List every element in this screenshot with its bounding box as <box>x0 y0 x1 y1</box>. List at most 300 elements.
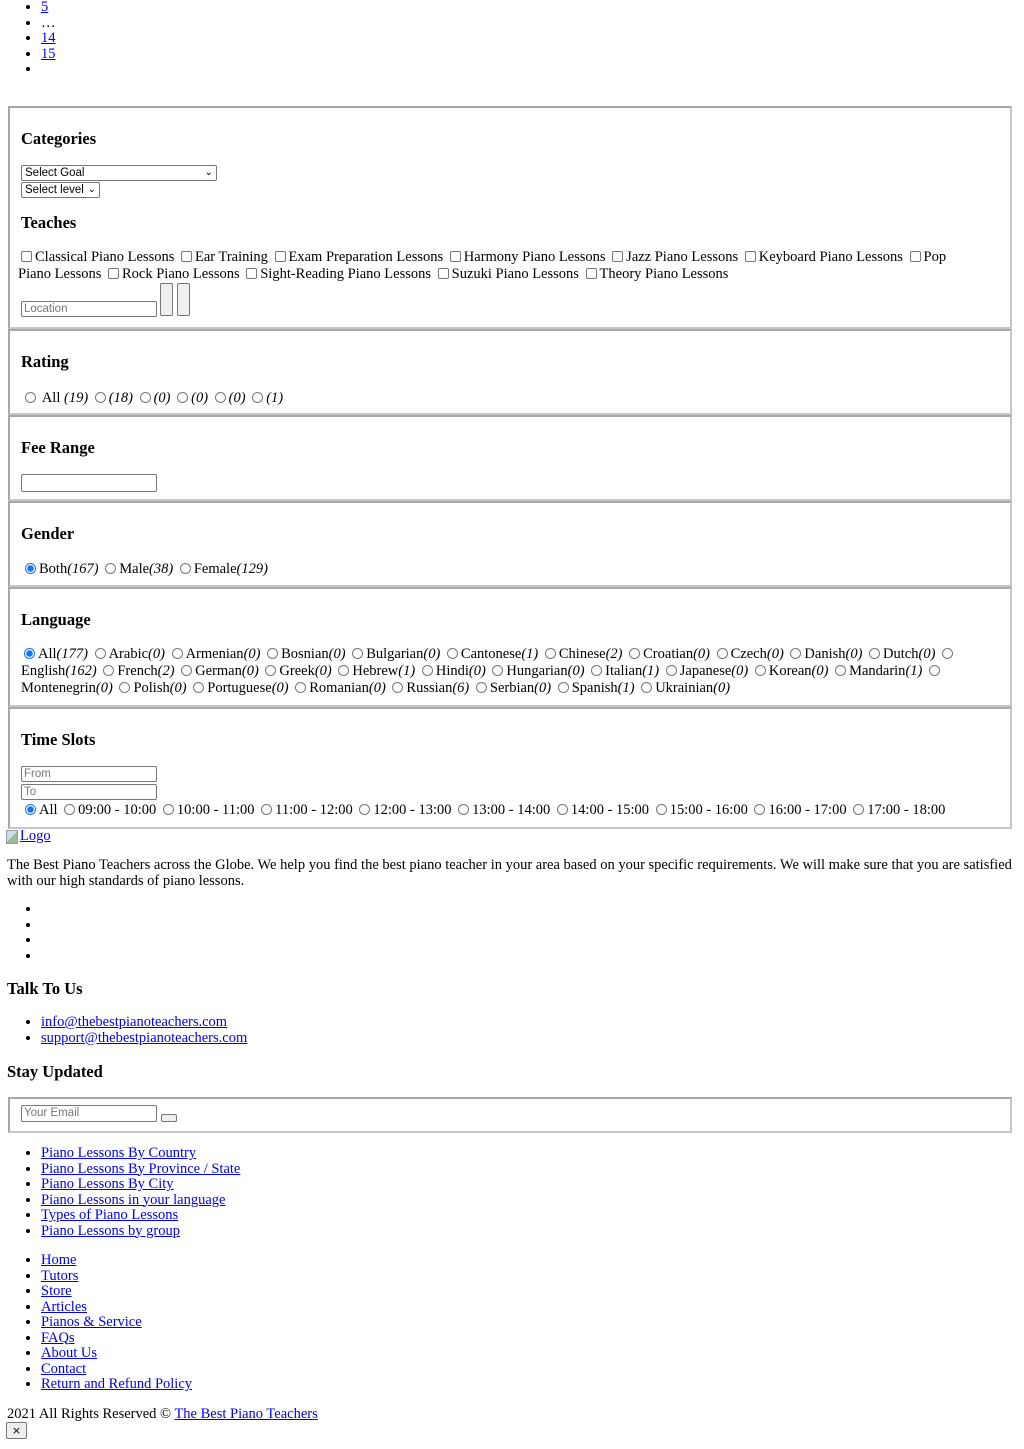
teaches-option-jazz-piano-lessons[interactable] <box>609 249 738 265</box>
option-label: Russian <box>406 680 453 696</box>
checkbox[interactable] <box>438 268 449 279</box>
option-label: Armenian <box>185 646 244 662</box>
option-count: (162) <box>65 663 97 679</box>
option-label: Arabic <box>108 646 149 662</box>
contact-emails <box>0 1015 247 1046</box>
option-count: (18) <box>108 390 133 406</box>
copyright <box>7 1406 318 1423</box>
talk-to-us-title: Talk To Us <box>7 979 83 998</box>
page-link-5[interactable]: 5 <box>41 0 49 15</box>
option-count: (0) <box>423 646 441 662</box>
option-count: (0) <box>468 663 486 679</box>
stay-updated-title: Stay Updated <box>7 1062 103 1081</box>
page-item-next[interactable] <box>41 62 56 78</box>
radio-button[interactable] <box>103 665 114 676</box>
time-slot-options <box>22 802 945 819</box>
lessons-link-piano-lessons-by-country[interactable]: Piano Lessons By Country <box>41 1145 197 1161</box>
radio-button[interactable] <box>869 648 880 659</box>
option-label: Hebrew <box>352 663 399 679</box>
lessons-item[interactable] <box>41 1208 240 1224</box>
pagination <box>0 0 56 78</box>
option-label: Danish <box>804 646 846 662</box>
nav-link-home[interactable]: Home <box>41 1252 77 1268</box>
radio-button[interactable] <box>754 804 765 815</box>
option-count: (2) <box>157 663 175 679</box>
checkbox[interactable] <box>745 251 756 262</box>
radio-button[interactable] <box>25 563 36 574</box>
option-count: (177) <box>56 646 88 662</box>
option-label: All <box>41 390 61 406</box>
language-option-korean[interactable] <box>752 663 829 679</box>
logo-alt-text: Logo <box>20 828 51 844</box>
language-option-hungarian[interactable] <box>489 663 584 679</box>
option-label: German <box>195 663 242 679</box>
nav-link-faqs[interactable]: FAQs <box>41 1329 75 1346</box>
slot-option-12-00-13-00[interactable] <box>356 802 451 818</box>
option-label: Male <box>119 561 150 577</box>
checkbox[interactable] <box>586 268 597 279</box>
option-label: 10:00 - 11:00 <box>176 802 255 818</box>
option-count: (1) <box>266 390 284 406</box>
radio-button[interactable] <box>558 682 569 693</box>
email-link-support-thebestpianoteachers-com[interactable]: support@thebestpianoteachers.com <box>41 1029 248 1046</box>
option-label: 11:00 - 12:00 <box>275 802 353 818</box>
option-count: (0) <box>241 663 259 679</box>
checkbox[interactable] <box>275 251 286 262</box>
option-label: 09:00 - 10:00 <box>78 802 157 818</box>
logo-link[interactable] <box>6 828 51 845</box>
lessons-item[interactable] <box>41 1146 240 1162</box>
time-from-input[interactable]: From <box>21 766 157 782</box>
option-label: Japanese <box>679 663 732 679</box>
option-count: (167) <box>67 561 99 577</box>
language-option-danish[interactable] <box>787 646 862 662</box>
radio-button[interactable] <box>180 563 191 574</box>
radio-button[interactable] <box>545 648 556 659</box>
nav-item[interactable] <box>41 1346 192 1362</box>
teaches-title: Teaches <box>21 213 77 232</box>
level-select-value: Select level <box>25 184 84 196</box>
nav-item[interactable] <box>41 1284 192 1300</box>
checkbox[interactable] <box>910 251 921 262</box>
option-count: (0) <box>567 663 585 679</box>
option-label: 17:00 - 18:00 <box>867 802 946 818</box>
teaches-option-label: Suzuki Piano Lessons <box>451 266 579 282</box>
radio-button[interactable] <box>64 804 75 815</box>
categories-panel <box>8 106 1012 329</box>
option-count: (0) <box>169 680 187 696</box>
option-count: (0) <box>228 390 246 406</box>
language-option-polish[interactable] <box>116 680 186 696</box>
radio-button[interactable] <box>392 682 403 693</box>
nav-item[interactable] <box>41 1253 192 1269</box>
radio-button[interactable] <box>717 648 728 659</box>
checkbox[interactable] <box>450 251 461 262</box>
option-label: All <box>38 646 57 662</box>
radio-button[interactable] <box>458 804 469 815</box>
social-links <box>0 902 41 964</box>
option-count: (0) <box>713 680 731 696</box>
teaches-option-keyboard-piano-lessons[interactable] <box>742 249 903 265</box>
radio-button[interactable] <box>853 804 864 815</box>
slot-option-09-00-10-00[interactable] <box>61 802 156 818</box>
radio-button[interactable] <box>95 392 106 403</box>
nav-link-articles[interactable]: Articles <box>41 1298 87 1315</box>
radio-button[interactable] <box>755 665 766 676</box>
radio-button[interactable] <box>140 392 151 403</box>
option-label: Mandarin <box>849 663 906 679</box>
language-option-dutch[interactable] <box>866 646 935 662</box>
option-label: Korean <box>768 663 812 679</box>
language-option-japanese[interactable] <box>663 663 748 679</box>
teaches-option-exam-preparation-lessons[interactable] <box>272 249 444 265</box>
option-label: 15:00 - 16:00 <box>669 802 748 818</box>
gender-option-both[interactable] <box>22 561 99 577</box>
option-label: Chinese <box>558 646 606 662</box>
radio-button[interactable] <box>656 804 667 815</box>
language-option-mandarin[interactable] <box>832 663 922 679</box>
slot-option-14-00-15-00[interactable] <box>554 802 649 818</box>
nav-link-contact[interactable]: Contact <box>41 1360 87 1377</box>
option-label: Bosnian <box>281 646 329 662</box>
radio-button[interactable] <box>119 682 130 693</box>
option-count: (0) <box>153 390 171 406</box>
teaches-option-suzuki-piano-lessons[interactable] <box>435 266 579 282</box>
subscribe-button[interactable] <box>161 1114 177 1122</box>
radio-button[interactable] <box>338 665 349 676</box>
radio-button[interactable] <box>25 804 36 815</box>
slot-option-16-00-17-00[interactable] <box>751 802 846 818</box>
newsletter-email-input[interactable]: Your Email <box>21 1105 157 1122</box>
radio-button[interactable] <box>25 392 36 403</box>
page-ellipsis: • … <box>41 16 56 32</box>
gender-options <box>22 561 268 578</box>
option-count: (0) <box>243 646 261 662</box>
goal-select[interactable] <box>21 165 217 181</box>
nav-link-store[interactable]: Store <box>41 1283 72 1299</box>
teaches-option-label: Sight-Reading Piano Lessons <box>260 266 432 282</box>
lessons-item[interactable] <box>41 1162 240 1178</box>
lessons-item[interactable] <box>41 1193 240 1209</box>
language-option-romanian[interactable] <box>292 680 386 696</box>
teaches-option-theory-piano-lessons[interactable] <box>583 266 729 282</box>
locate-button[interactable] <box>160 283 173 316</box>
gender-title: Gender <box>21 524 75 543</box>
option-label: Italian <box>605 663 643 679</box>
fee-range-input[interactable] <box>21 474 157 492</box>
teaches-option-label: Classical Piano Lessons <box>35 249 175 265</box>
teaches-option-label: Rock Piano Lessons <box>122 266 240 282</box>
rating-option-stars-5[interactable] <box>249 390 283 406</box>
fee-range-panel <box>8 415 1012 501</box>
option-count: (1) <box>521 646 539 662</box>
language-option-all[interactable] <box>21 646 88 662</box>
option-label: Female <box>193 561 237 577</box>
time-slots-title: Time Slots <box>21 730 96 749</box>
gender-panel <box>8 501 1012 587</box>
slot-option-13-00-14-00[interactable] <box>455 802 550 818</box>
checkbox[interactable] <box>21 251 32 262</box>
radio-button[interactable] <box>476 682 487 693</box>
radio-button[interactable] <box>352 648 363 659</box>
option-label: Hindi <box>435 663 469 679</box>
option-label: Romanian <box>309 680 369 696</box>
language-option-croatian[interactable] <box>626 646 710 662</box>
radio-button[interactable] <box>265 665 276 676</box>
page-item[interactable] <box>41 0 56 16</box>
language-option-bosnian[interactable] <box>264 646 345 662</box>
radio-button[interactable] <box>172 648 183 659</box>
lessons-item[interactable] <box>41 1177 240 1193</box>
radio-button[interactable] <box>929 665 940 676</box>
categories-title: Categories <box>21 129 97 148</box>
rating-option-stars-2[interactable] <box>137 390 171 406</box>
slot-option-all[interactable] <box>22 802 58 818</box>
nav-item[interactable] <box>41 1269 192 1285</box>
teaches-option-label: Jazz Piano Lessons <box>626 249 739 265</box>
option-count: (0) <box>731 663 749 679</box>
teaches-option-label: Ear Training <box>194 249 268 265</box>
location-input[interactable]: Location <box>21 301 157 317</box>
email-item[interactable] <box>41 1031 247 1047</box>
radio-button[interactable] <box>193 682 204 693</box>
copyright-link[interactable]: The Best Piano Teachers <box>174 1406 318 1422</box>
time-to-input[interactable]: To <box>21 784 157 800</box>
option-label: Montenegrin <box>21 680 96 696</box>
teaches-option-label: Exam Preparation Lessons <box>288 249 444 265</box>
language-option-serbian[interactable] <box>473 680 551 696</box>
option-count: (0) <box>368 680 386 696</box>
option-label: All <box>39 802 58 818</box>
close-button[interactable] <box>6 1422 27 1439</box>
language-option-ukrainian[interactable] <box>638 680 730 696</box>
option-label: 12:00 - 13:00 <box>373 802 452 818</box>
language-option-hindi[interactable] <box>419 663 486 679</box>
teaches-options <box>18 249 980 283</box>
option-count: (38) <box>149 561 174 577</box>
language-option-portuguese[interactable] <box>190 680 288 696</box>
nav-link-tutors[interactable]: Tutors <box>41 1267 79 1284</box>
language-option-italian[interactable] <box>588 663 659 679</box>
option-count: (1) <box>398 663 416 679</box>
language-option-french[interactable] <box>100 663 174 679</box>
language-option-spanish[interactable] <box>555 680 635 696</box>
option-count: (0) <box>766 646 784 662</box>
option-count: (1) <box>905 663 923 679</box>
teaches-option-label: Pop Piano Lessons <box>18 249 947 282</box>
radio-button[interactable] <box>181 665 192 676</box>
time-slots-panel <box>8 707 1012 829</box>
option-label: Dutch <box>883 646 919 662</box>
radio-button[interactable] <box>215 392 226 403</box>
email-item[interactable] <box>41 1015 247 1031</box>
radio-button[interactable] <box>177 392 188 403</box>
radio-button[interactable] <box>790 648 801 659</box>
radio-button[interactable] <box>105 563 116 574</box>
option-count: (1) <box>617 680 635 696</box>
lesson-links <box>0 1146 240 1239</box>
rating-option-stars-4[interactable] <box>212 390 246 406</box>
option-label: Portuguese <box>207 680 272 696</box>
rating-option-all[interactable] <box>22 390 88 406</box>
nav-item[interactable] <box>41 1331 192 1347</box>
copyright-text: 2021 All Rights Reserved © <box>7 1406 172 1422</box>
radio-button[interactable] <box>295 682 306 693</box>
language-option-greek[interactable] <box>262 663 331 679</box>
option-label: French <box>117 663 158 679</box>
option-count: (0) <box>95 680 113 696</box>
gender-option-female[interactable] <box>177 561 268 577</box>
radio-button[interactable] <box>492 665 503 676</box>
rating-option-stars-3[interactable] <box>174 390 208 406</box>
radio-button[interactable] <box>629 648 640 659</box>
option-count: (0) <box>918 646 936 662</box>
close-icon: × <box>11 1424 22 1437</box>
option-count: (0) <box>534 680 552 696</box>
nav-link-return-and-refund-policy[interactable]: Return and Refund Policy <box>41 1376 193 1392</box>
option-label: Greek <box>279 663 315 679</box>
option-label: 14:00 - 15:00 <box>570 802 650 818</box>
option-count: (0) <box>314 663 332 679</box>
radio-button[interactable] <box>95 648 106 659</box>
option-label: 13:00 - 14:00 <box>472 802 551 818</box>
language-option-german[interactable] <box>178 663 259 679</box>
lessons-link-piano-lessons-by-group[interactable]: Piano Lessons by group <box>41 1222 180 1239</box>
teaches-option-label: Theory Piano Lessons <box>599 266 729 282</box>
newsletter-form <box>8 1097 1012 1133</box>
radio-button[interactable] <box>942 648 953 659</box>
option-label: Bulgarian <box>366 646 424 662</box>
option-count: (0) <box>271 680 289 696</box>
chevron-down-icon: ⌄ <box>87 184 96 195</box>
radio-button[interactable] <box>359 804 370 815</box>
teaches-option-ear-training[interactable] <box>178 249 268 265</box>
radio-button[interactable] <box>163 804 174 815</box>
teaches-option-label: Keyboard Piano Lessons <box>758 249 903 265</box>
checkbox[interactable] <box>108 268 119 279</box>
clear-location-button[interactable] <box>177 283 190 316</box>
language-option-cantonese[interactable] <box>444 646 538 662</box>
teaches-option-harmony-piano-lessons[interactable] <box>447 249 606 265</box>
option-label: Hungarian <box>506 663 568 679</box>
footer-nav <box>0 1253 192 1393</box>
option-label: Czech <box>730 646 767 662</box>
radio-button[interactable] <box>261 804 272 815</box>
teaches-option-rock-piano-lessons[interactable] <box>105 266 240 282</box>
radio-button[interactable] <box>641 682 652 693</box>
page-link-15[interactable]: 15 <box>41 45 56 62</box>
page-link-14[interactable]: 14 <box>41 30 56 46</box>
checkbox[interactable] <box>612 251 623 262</box>
teaches-option-sight-reading-piano-lessons[interactable] <box>243 266 431 282</box>
option-count: (0) <box>811 663 829 679</box>
option-label: Both <box>39 561 68 577</box>
slot-option-10-00-11-00[interactable] <box>160 802 255 818</box>
slot-option-15-00-16-00[interactable] <box>653 802 748 818</box>
radio-button[interactable] <box>24 648 35 659</box>
nav-item[interactable] <box>41 1300 192 1316</box>
footer-tagline: The Best Piano Teachers across the Globe. We help you find the best piano teacher in your area based on your specific requirements. We will make sure that you are satisfied with our high standards of piano lessons. <box>7 857 1012 889</box>
option-label: Polish <box>133 680 170 696</box>
chevron-down-icon: ⌄ <box>204 167 213 178</box>
email-link-info-thebestpianoteachers-com[interactable]: info@thebestpianoteachers.com <box>41 1014 228 1030</box>
option-label: Spanish <box>571 680 618 696</box>
language-title: Language <box>21 610 91 629</box>
option-count: (0) <box>845 646 863 662</box>
option-count: (0) <box>148 646 165 662</box>
radio-button[interactable] <box>666 665 677 676</box>
checkbox[interactable] <box>246 268 257 279</box>
page-item[interactable] <box>41 47 56 63</box>
language-option-bulgarian[interactable] <box>349 646 440 662</box>
radio-button[interactable] <box>252 392 263 403</box>
option-label: Serbian <box>489 680 535 696</box>
radio-button[interactable] <box>422 665 433 676</box>
rating-panel <box>8 329 1012 415</box>
option-count: (0) <box>328 646 346 662</box>
teaches-option-label: Harmony Piano Lessons <box>463 249 606 265</box>
level-select[interactable] <box>21 182 100 198</box>
option-count: (6) <box>452 680 470 696</box>
nav-item[interactable] <box>41 1362 192 1378</box>
radio-button[interactable] <box>447 648 458 659</box>
option-label: Cantonese <box>460 646 522 662</box>
nav-item[interactable] <box>41 1315 192 1331</box>
option-label: English <box>21 663 66 679</box>
option-count: (19) <box>63 390 89 406</box>
nav-link-pianos-service[interactable]: Pianos & Service <box>41 1314 142 1330</box>
nav-item[interactable] <box>41 1377 192 1393</box>
language-panel <box>8 587 1012 707</box>
option-count: (1) <box>642 663 660 679</box>
broken-image-icon <box>6 830 18 844</box>
rating-option-stars-1[interactable] <box>92 390 133 406</box>
option-label: Ukrainian <box>655 680 714 696</box>
slot-option-11-00-12-00[interactable] <box>258 802 353 818</box>
option-count: (129) <box>236 561 268 577</box>
language-option-armenian[interactable] <box>169 646 261 662</box>
gender-option-male[interactable] <box>102 561 173 577</box>
language-options <box>21 646 982 697</box>
option-count: (0) <box>191 390 209 406</box>
slot-option-17-00-18-00[interactable] <box>850 802 945 818</box>
lessons-link-types-of-piano-lessons[interactable]: Types of Piano Lessons <box>41 1207 179 1223</box>
lessons-link-piano-lessons-by-province-state[interactable]: Piano Lessons By Province / State <box>41 1160 241 1177</box>
language-option-arabic[interactable] <box>92 646 165 662</box>
option-count: (0) <box>693 646 710 662</box>
radio-button[interactable] <box>591 665 602 676</box>
language-option-czech[interactable] <box>714 646 784 662</box>
goal-select-value: Select Goal <box>25 167 85 179</box>
lessons-link-piano-lessons-by-city[interactable]: Piano Lessons By City <box>41 1176 174 1192</box>
page-item[interactable] <box>41 31 56 47</box>
language-option-hebrew[interactable] <box>335 663 415 679</box>
nav-link-about-us[interactable]: About Us <box>41 1345 97 1361</box>
lessons-item[interactable] <box>41 1224 240 1240</box>
option-label: Croatian <box>643 646 694 662</box>
lessons-link-piano-lessons-in-your-language[interactable]: Piano Lessons in your language <box>41 1191 226 1208</box>
rating-options <box>22 390 283 407</box>
language-option-chinese[interactable] <box>542 646 623 662</box>
rating-title: Rating <box>21 352 69 371</box>
option-count: (2) <box>605 646 623 662</box>
radio-button[interactable] <box>267 648 278 659</box>
checkbox[interactable] <box>181 251 192 262</box>
teaches-option-classical-piano-lessons[interactable] <box>18 249 174 265</box>
radio-button[interactable] <box>835 665 846 676</box>
language-option-russian[interactable] <box>389 680 469 696</box>
radio-button[interactable] <box>557 804 568 815</box>
